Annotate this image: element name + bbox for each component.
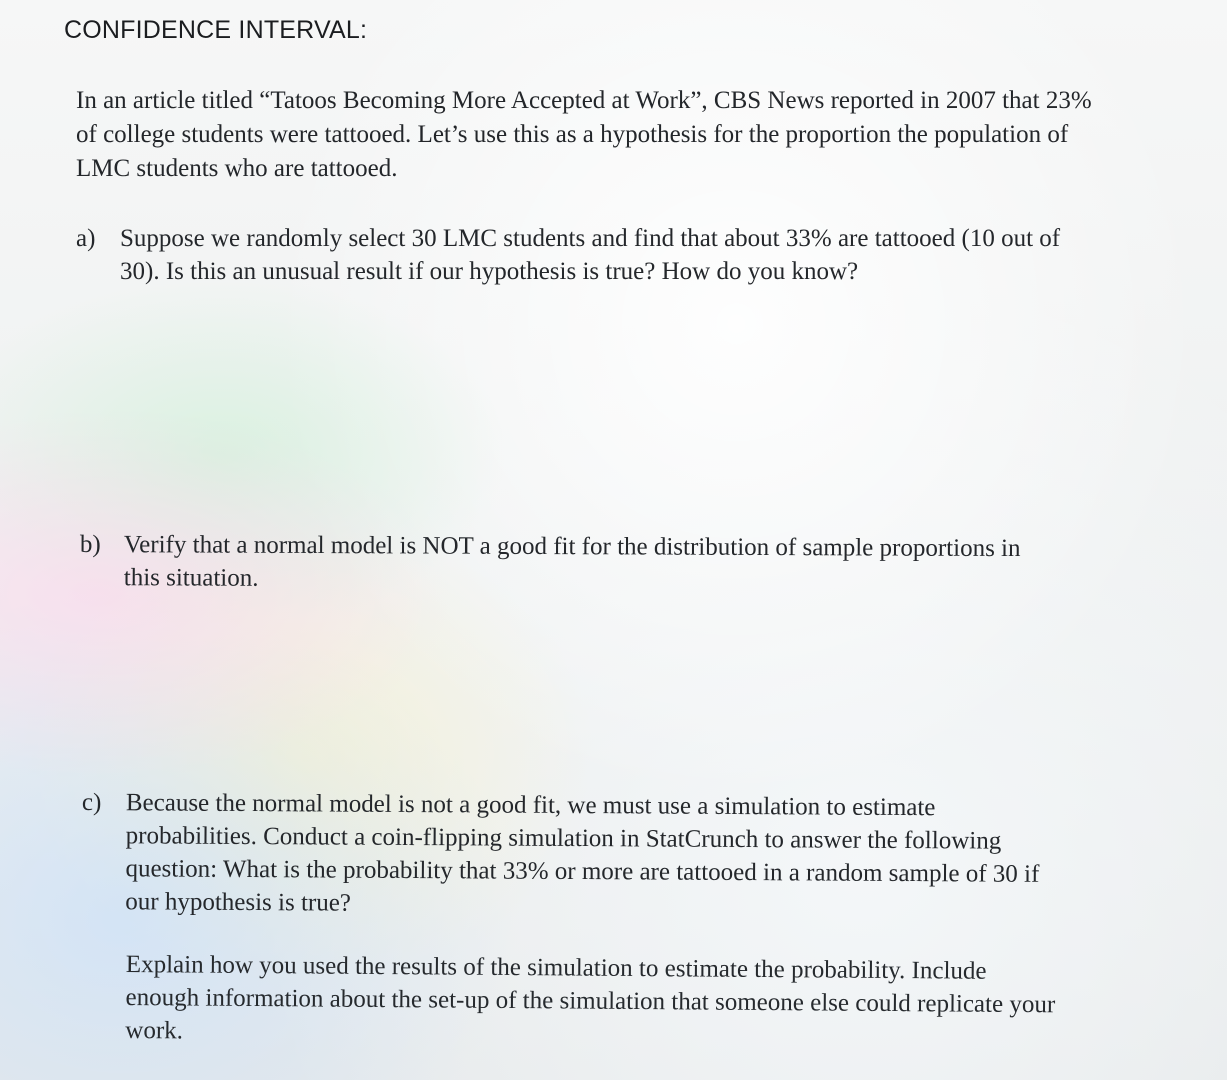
question-b-text: Verify that a normal model is NOT a good fit for the distribution of sample proportions in this situation.	[123, 531, 1021, 592]
question-b-letter: b)	[79, 531, 101, 559]
explain-paragraph: Explain how you used the results of the simulation to estimate the probability. Include enough information about the set-up of the simulation that someone else could replicate your work.	[125, 950, 1056, 1045]
question-c-text: Because the normal model is not a good fit, we must use a simulation to estimate probabilities. Conduct a coin-flipping simulation in StatCrunch to answer the following question: What is the probability that 33% or more are tattooed in a random sample of 30 if our hypothesis is true?	[125, 789, 1040, 917]
question-a-letter: a)	[76, 225, 96, 252]
intro-paragraph: In an article titled “Tatoos Becoming More Accepted at Work”, CBS News reported in 2007 that 23% of college students were tattooed. Let’s use this as a hypothesis for the proportion the population of LMC students who are tattooed.	[76, 87, 1092, 182]
question-c	[81, 786, 1072, 924]
worksheet-heading: CONFIDENCE INTERVAL:	[64, 16, 368, 44]
question-a-text: Suppose we randomly select 30 LMC students and find that about 33% are tattooed (10 out of 30). Is this an unusual result if our hypothesis is true? How do you know?	[120, 225, 1061, 285]
question-c-letter: c)	[81, 788, 102, 817]
question-b	[80, 528, 1060, 598]
question-a	[76, 222, 1076, 288]
